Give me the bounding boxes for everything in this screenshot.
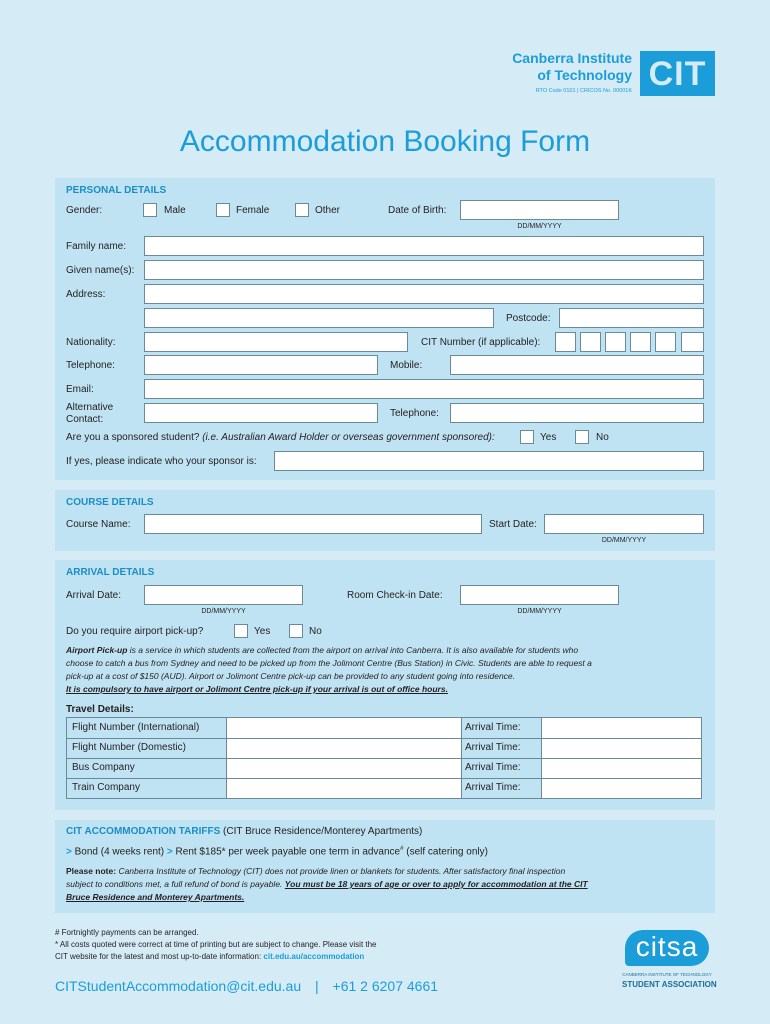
male-checkbox[interactable] — [143, 203, 157, 217]
mobile-label: Mobile: — [390, 360, 423, 371]
cit-logo — [640, 51, 715, 96]
pickup-yes-label: Yes — [254, 626, 271, 637]
pickup-text-1: is a service in which students are collected from the airport on arrival into Canberra. It is also available for students who — [127, 645, 579, 655]
cit-number-digit-5[interactable] — [655, 332, 676, 352]
sponsor-input[interactable] — [274, 451, 704, 471]
alt-contact-label-2: Contact: — [66, 414, 104, 425]
footnote-3 — [55, 952, 364, 961]
tariffs-age-requirement: You must be 18 years of age or over to apply for accommodation at the CIT — [284, 879, 588, 889]
alt-contact-label-1: Alternative — [66, 402, 114, 413]
mobile-input[interactable] — [450, 355, 704, 375]
start-date-format-hint: DD/MM/YYYY — [601, 537, 647, 544]
travel-row-arrival-time-label: Arrival Time: — [465, 762, 521, 773]
other-label: Other — [315, 205, 341, 216]
citsa-logo-text: citsa — [635, 931, 699, 962]
cit-number-digit-4[interactable] — [630, 332, 651, 352]
contact-phone[interactable]: +61 2 6207 4661 — [332, 978, 439, 994]
nationality-label: Nationality: — [66, 337, 116, 348]
tariffs-age-requirement-2: Bruce Residence and Monterey Apartments. — [66, 892, 245, 902]
travel-row-input[interactable] — [227, 739, 461, 758]
rto-code: RTO Code 0101 | CRICOS No. 00001K — [535, 88, 632, 94]
tariffs-heading-sub: (CIT Bruce Residence/Monterey Apartments) — [220, 826, 423, 837]
given-names-label: Given name(s): — [66, 265, 135, 276]
contact-email[interactable]: CITStudentAccommodation@cit.edu.au — [55, 978, 302, 994]
male-label: Male — [164, 205, 186, 216]
sponsored-no-label: No — [596, 432, 609, 443]
arrival-date-format-hint: DD/MM/YYYY — [201, 608, 246, 615]
cit-number-digit-2[interactable] — [580, 332, 601, 352]
footnote-3-text: CIT website for the latest and most up-to-date information: — [55, 952, 264, 961]
citsa-logo-badge — [625, 930, 709, 966]
address-label: Address: — [66, 289, 106, 300]
tariffs-note-text-1: Canberra Institute of Technology (CIT) does not provide linen or blankets for students. After satisfactory final inspection — [116, 866, 566, 876]
alt-telephone-label: Telephone: — [390, 408, 439, 419]
sponsored-yes-checkbox[interactable] — [520, 430, 534, 444]
rent-text: Rent $185* per week payable one term in advance — [175, 846, 401, 858]
email-input[interactable] — [144, 379, 704, 399]
footnote-1: # Fortnightly payments can be arranged. — [55, 928, 199, 937]
org-name-line1: Canberra Institute — [512, 50, 632, 66]
bond-text: Bond (4 weeks rent) — [74, 846, 165, 858]
travel-row-label: Bus Company — [72, 762, 135, 773]
page-title: Accommodation Booking Form — [179, 125, 591, 158]
pickup-text-3: pick-up at a cost of $150 (AUD). Airport or Jolimont Centre pick-up can be provided to any student going into residence. — [66, 671, 516, 681]
website-link[interactable]: cit.edu.au/accommodation — [263, 952, 365, 961]
cit-logo-text: CIT — [648, 55, 707, 93]
dob-input[interactable] — [460, 200, 619, 220]
pickup-question: Do you require airport pick-up? — [66, 626, 204, 637]
sponsored-question-text: Are you a sponsored student? — [66, 432, 200, 443]
telephone-input[interactable] — [144, 355, 378, 375]
contact-line — [55, 978, 438, 994]
course-details-heading: COURSE DETAILS — [66, 497, 154, 508]
personal-details-heading: PERSONAL DETAILS — [66, 185, 167, 196]
address-input-line1[interactable] — [144, 284, 704, 304]
travel-row-arrival-time-input[interactable] — [542, 779, 701, 798]
cit-number-digit-6[interactable] — [681, 332, 704, 352]
tariffs-rates-line — [66, 846, 488, 857]
travel-row-input[interactable] — [227, 759, 461, 778]
travel-row-arrival-time-label: Arrival Time: — [465, 722, 521, 733]
start-date-input[interactable] — [544, 514, 704, 534]
female-label: Female — [236, 205, 270, 216]
female-checkbox[interactable] — [216, 203, 230, 217]
arrival-date-label: Arrival Date: — [66, 590, 122, 601]
dob-label: Date of Birth: — [388, 205, 447, 216]
org-name-line2: of Technology — [537, 67, 632, 83]
checkin-date-format-hint: DD/MM/YYYY — [517, 608, 562, 615]
family-name-label: Family name: — [66, 241, 127, 252]
travel-row-arrival-time-label: Arrival Time: — [465, 782, 521, 793]
arrival-details-heading: ARRIVAL DETAILS — [66, 567, 155, 578]
tariffs-note-text-2: subject to conditions met, a full refund of bond is payable. — [66, 879, 285, 889]
alt-contact-input[interactable] — [144, 403, 378, 423]
travel-details-heading: Travel Details: — [66, 704, 134, 715]
tariffs-heading — [66, 826, 422, 837]
sponsor-label: If yes, please indicate who your sponsor is: — [66, 456, 257, 467]
given-names-input[interactable] — [144, 260, 704, 280]
pickup-text-2: choose to catch a bus from Sydney and need to be picked up from the Jolimont Centre (Bus Station) in Civic. Students are able to request a — [66, 658, 592, 668]
travel-row-label: Flight Number (Domestic) — [72, 742, 186, 753]
tariffs-heading-bold: CIT ACCOMMODATION TARIFFS — [66, 826, 221, 837]
cit-number-label: CIT Number (if applicable): — [421, 337, 541, 348]
citsa-line1: CANBERRA INSTITUTE OF TECHNOLOGY — [622, 972, 712, 977]
travel-table — [66, 717, 702, 799]
email-label: Email: — [66, 384, 94, 395]
citsa-line2: STUDENT ASSOCIATION — [622, 980, 717, 989]
pickup-yes-checkbox[interactable] — [234, 624, 248, 638]
course-name-input[interactable] — [144, 514, 482, 534]
travel-row-arrival-time-input[interactable] — [542, 718, 701, 738]
dob-format-hint: DD/MM/YYYY — [517, 223, 562, 230]
footnote-2: * All costs quoted were correct at time of printing but are subject to change. Please visit the — [55, 940, 377, 949]
sponsored-question-hint: (i.e. Australian Award Holder or overseas government sponsored): — [202, 432, 495, 443]
pickup-paragraph — [66, 644, 706, 696]
tariffs-note — [66, 865, 706, 904]
travel-row-label: Train Company — [72, 782, 140, 793]
postcode-input[interactable] — [559, 308, 704, 328]
gender-label: Gender: — [66, 205, 103, 216]
contact-separator: | — [315, 978, 319, 994]
alt-telephone-input[interactable] — [450, 403, 704, 423]
arrival-date-input[interactable] — [144, 585, 303, 605]
chevron-right-icon: > — [66, 846, 72, 858]
pickup-no-checkbox[interactable] — [289, 624, 303, 638]
address-input-line2[interactable] — [144, 308, 494, 328]
sponsored-no-checkbox[interactable] — [575, 430, 589, 444]
rent-superscript: # — [400, 846, 404, 852]
pickup-bold-term: Airport Pick-up — [66, 645, 128, 655]
course-name-label: Course Name: — [66, 519, 131, 530]
checkin-date-label: Room Check-in Date: — [347, 590, 443, 601]
postcode-label: Postcode: — [506, 313, 551, 324]
rent-tail: (self catering only) — [403, 846, 488, 858]
telephone-label: Telephone: — [66, 360, 115, 371]
travel-row-label: Flight Number (International) — [72, 722, 200, 733]
checkin-date-input[interactable] — [460, 585, 619, 605]
start-date-label: Start Date: — [489, 519, 537, 530]
pickup-compulsory-note: It is compulsory to have airport or Jolimont Centre pick-up if your arrival is out of office hours. — [66, 684, 448, 694]
travel-row-input[interactable] — [227, 718, 461, 738]
nationality-input[interactable] — [144, 332, 408, 352]
travel-row-arrival-time-input[interactable] — [542, 759, 701, 778]
sponsored-yes-label: Yes — [540, 432, 557, 443]
pickup-no-label: No — [309, 626, 322, 637]
travel-row-arrival-time-input[interactable] — [542, 739, 701, 758]
chevron-right-icon: > — [166, 846, 173, 858]
travel-row-arrival-time-label: Arrival Time: — [465, 742, 521, 753]
cit-number-digit-1[interactable] — [555, 332, 576, 352]
travel-row-input[interactable] — [227, 779, 461, 798]
citsa-logo — [622, 930, 717, 994]
family-name-input[interactable] — [144, 236, 704, 256]
sponsored-question — [66, 432, 495, 444]
cit-number-digit-3[interactable] — [605, 332, 626, 352]
other-checkbox[interactable] — [295, 203, 309, 217]
tariffs-note-bold: Please note: — [66, 866, 117, 876]
